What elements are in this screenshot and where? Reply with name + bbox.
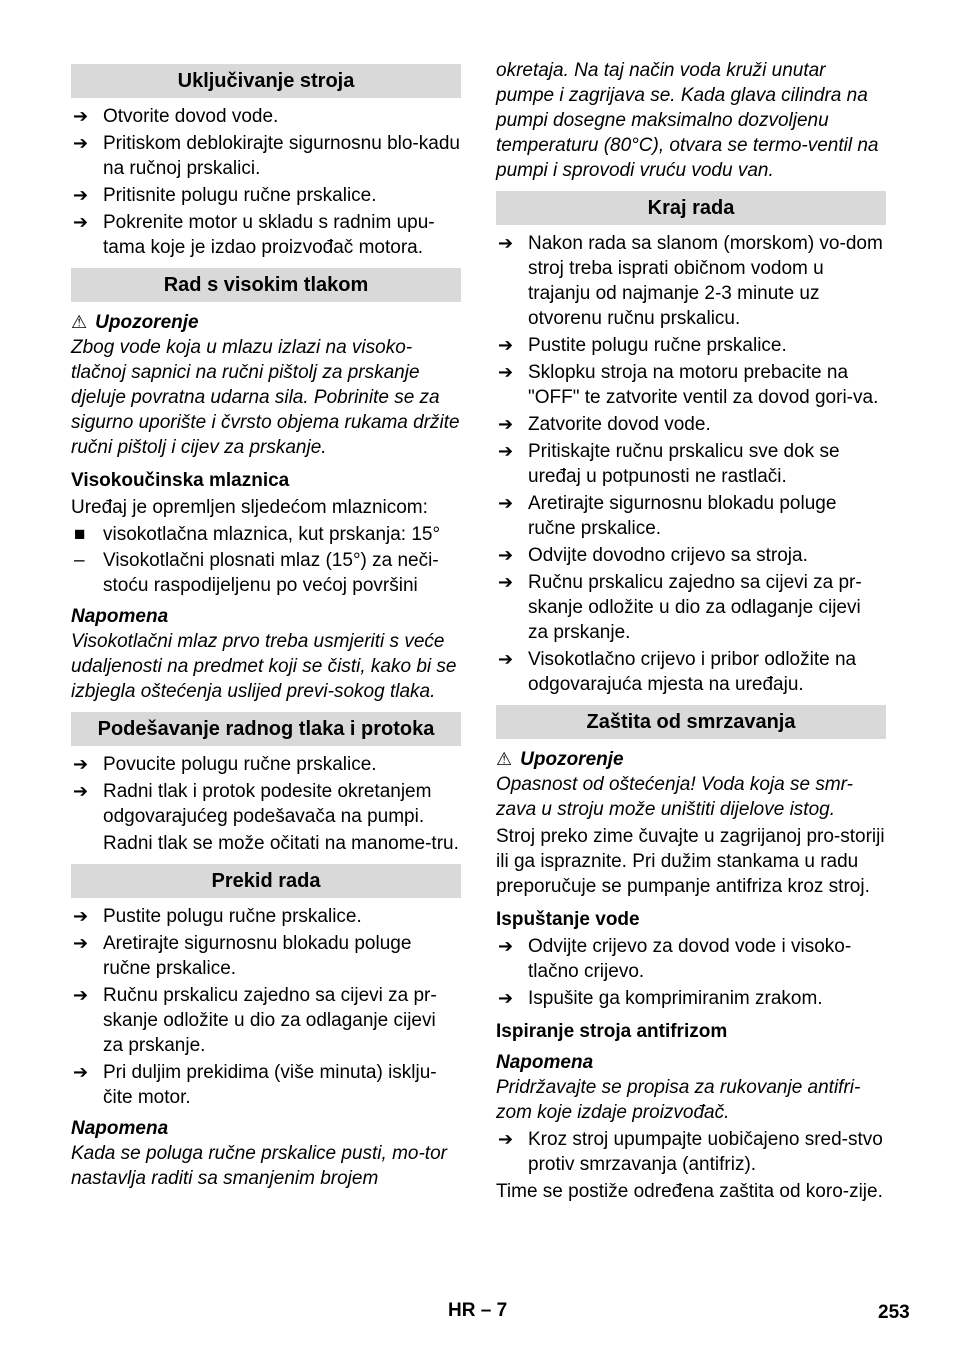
list-item: ➔ Povucite polugu ručne prskalice. — [73, 754, 377, 775]
arrow-right-icon: ➔ — [498, 936, 514, 956]
list-item: ■ visokotlačna mlaznica, kut prskanja: 15° — [74, 524, 441, 545]
list-item: ➔ Pustite polugu ručne prskalice. — [498, 335, 787, 356]
heading-ukljucivanje: Uključivanje stroja — [71, 64, 461, 98]
list-item: ➔ Odvijte dovodno crijevo sa stroja. — [498, 545, 808, 566]
arrow-right-icon: ➔ — [498, 493, 514, 513]
arrow-right-icon: ➔ — [498, 335, 514, 355]
warning-title: ⚠ Upozorenje — [496, 749, 624, 770]
list-item: ➔ Aretirajte sigurnosnu blokadu poluge ručne prskalice. — [498, 493, 837, 539]
note-title: Napomena — [496, 1052, 594, 1073]
list-item: – Visokotlačni plosnati mlaz (15°) za neči-stoću raspodijeljenu po većoj površini — [74, 550, 439, 596]
warning-title: ⚠ Upozorenje — [71, 312, 199, 333]
note-text: Kada se poluga ručne prskalice pusti, mo-tor nastavlja raditi sa smanjenim brojem — [71, 1143, 447, 1189]
arrow-right-icon: ➔ — [73, 185, 89, 205]
warning-text: Opasnost od oštećenja! Voda koja se smr-zava u stroju može uništiti dijelove istog. — [496, 774, 853, 820]
heading-kraj-rada: Kraj rada — [496, 191, 886, 225]
footer-page-number: 253 — [878, 1302, 910, 1323]
list-prekid-rada — [71, 904, 461, 1110]
list-item: ➔ Odvijte crijevo za dovod vode i visoko-tlačno crijevo. — [498, 936, 852, 982]
subheading-mlaznica: Visokoučinska mlaznica — [71, 470, 290, 491]
square-bullet-icon: ■ — [74, 524, 86, 545]
list-item: ➔ Ispušite ga komprimiranim zrakom. — [498, 988, 823, 1009]
arrow-right-icon: ➔ — [498, 1129, 514, 1149]
list-item: ➔ Zatvorite dovod vode. — [498, 414, 711, 435]
note-text: Pridržavajte se propisa za rukovanje antifri-zom koje izdaje proizvođač. — [496, 1077, 861, 1123]
arrow-right-icon: ➔ — [73, 133, 89, 153]
note-text: Visokotlačni mlaz prvo treba usmjeriti s veće udaljenosti na predmet koji se čisti, kako bi se izbjegla oštećenja uslijed previ-sokog tlaka. — [71, 631, 457, 702]
note-title: Napomena — [71, 606, 169, 627]
heading-prekid-rada: Prekid rada — [71, 864, 461, 898]
intro-text: Uređaj je opremljen sljedećom mlaznicom: — [71, 497, 428, 518]
list-kraj-rada — [496, 231, 886, 697]
list-item: ➔ Aretirajte sigurnosnu blokadu poluge ručne prskalice. — [73, 933, 412, 979]
list-item: ➔ Visokotlačno crijevo i pribor odložite na odgovarajuća mjesta na uređaju. — [498, 649, 857, 695]
arrow-right-icon: ➔ — [73, 906, 89, 926]
heading-rad-visokim-tlakom: Rad s visokim tlakom — [71, 268, 461, 302]
heading-podesavanje: Podešavanje radnog tlaka i protoka — [71, 712, 461, 746]
list-item: ➔ Pritiskajte ručnu prskalicu sve dok se uređaj u potpunosti ne rastlači. — [498, 441, 840, 487]
footer-page-label: HR – 7 — [448, 1300, 508, 1321]
arrow-right-icon: ➔ — [498, 441, 514, 461]
list-item: ➔ Nakon rada sa slanom (morskom) vo-dom stroj treba isprati običnom vodom u trajanju od najmanje 2-3 minute uz otvorenu ručnu prskalicu. — [498, 233, 883, 329]
list-item: ➔ Pritisnite polugu ručne prskalice. — [73, 185, 377, 206]
list-item: ➔ Ručnu prskalicu zajedno sa cijevi za pr-skanje odložite u dio za odlaganje cijevi za prskanje. — [73, 985, 437, 1056]
arrow-right-icon: ➔ — [498, 414, 514, 434]
final-text: Time se postiže određena zaštita od koro-zije. — [496, 1181, 883, 1202]
list-item: ➔ Pri duljim prekidima (više minuta) isklju-čite motor. — [73, 1062, 437, 1108]
list-item: ➔ Pokrenite motor u skladu s radnim upu-tama koje je izdao proizvođač motora. — [73, 212, 435, 258]
manometer-text: Radni tlak se može očitati na manome-tru. — [103, 833, 459, 854]
list-item: ➔ Sklopku stroja na motoru prebacite na "OFF" te zatvorite ventil za dovod gori-va. — [498, 362, 879, 408]
list-item: ➔ Radni tlak i protok podesite okretanjem odgovarajućeg podešavača na pumpi. — [73, 781, 432, 827]
arrow-right-icon: ➔ — [498, 649, 514, 669]
continued-note-text: okretaja. Na taj način voda kruži unutar pumpe i zagrijava se. Kada glava cilindra na pumpi dosegne maksimalno dozvoljenu temperaturu (80°C), otvara se termo-ventil na pumpi i sprovodi vruću vodu van. — [496, 60, 879, 181]
arrow-right-icon: ➔ — [73, 933, 89, 953]
left-column — [71, 0, 461, 1191]
warning-text: Zbog vode koja u mlazu izlazi na visoko-tlačnoj sapnici na ručni pištolj za prskanje djeluje povratna udarna sila. Pobrinite se za sigurno uporište i čvrsto objema rukama držite ručni pištolj i cijev za prskanje. — [71, 337, 460, 458]
heading-zastita-smrzavanja: Zaštita od smrzavanja — [496, 705, 886, 739]
list-item: ➔ Pritiskom deblokirajte sigurnosnu blo-kadu na ručnoj prskalici. — [73, 133, 460, 179]
arrow-right-icon: ➔ — [498, 545, 514, 565]
warning-triangle-icon: ⚠ — [496, 749, 513, 769]
list-item: ➔ Otvorite dovod vode. — [73, 106, 279, 127]
arrow-right-icon: ➔ — [498, 362, 514, 382]
arrow-right-icon: ➔ — [73, 106, 89, 126]
arrow-right-icon: ➔ — [498, 572, 514, 592]
list-ispustanje — [496, 934, 886, 1011]
arrow-right-icon: ➔ — [73, 754, 89, 774]
arrow-right-icon: ➔ — [498, 233, 514, 253]
arrow-right-icon: ➔ — [498, 988, 514, 1008]
list-item: ➔ Pustite polugu ručne prskalice. — [73, 906, 362, 927]
arrow-right-icon: ➔ — [73, 212, 89, 232]
arrow-right-icon: ➔ — [73, 985, 89, 1005]
list-ukljucivanje — [71, 104, 461, 260]
list-podesavanje — [71, 752, 461, 829]
warning-triangle-icon: ⚠ — [71, 312, 88, 332]
arrow-right-icon: ➔ — [73, 781, 89, 801]
body-text: Stroj preko zime čuvajte u zagrijanoj pro-storiji ili ga ispraznite. Pri dužim stankama u radu preporučuje se pumpanje antifriza kroz stroj. — [496, 826, 885, 897]
list-item: ➔ Ručnu prskalicu zajedno sa cijevi za pr-skanje odložite u dio za odlaganje cijevi za prskanje. — [498, 572, 862, 643]
subheading-ispiranje: Ispiranje stroja antifrizom — [496, 1021, 728, 1042]
dash-bullet-icon: – — [74, 550, 85, 571]
arrow-right-icon: ➔ — [73, 1062, 89, 1082]
right-column — [496, 0, 886, 1206]
note-title: Napomena — [71, 1118, 169, 1139]
list-item: ➔ Kroz stroj upumpajte uobičajeno sred-stvo protiv smrzavanja (antifriz). — [498, 1129, 883, 1175]
subheading-ispustanje: Ispuštanje vode — [496, 909, 640, 930]
